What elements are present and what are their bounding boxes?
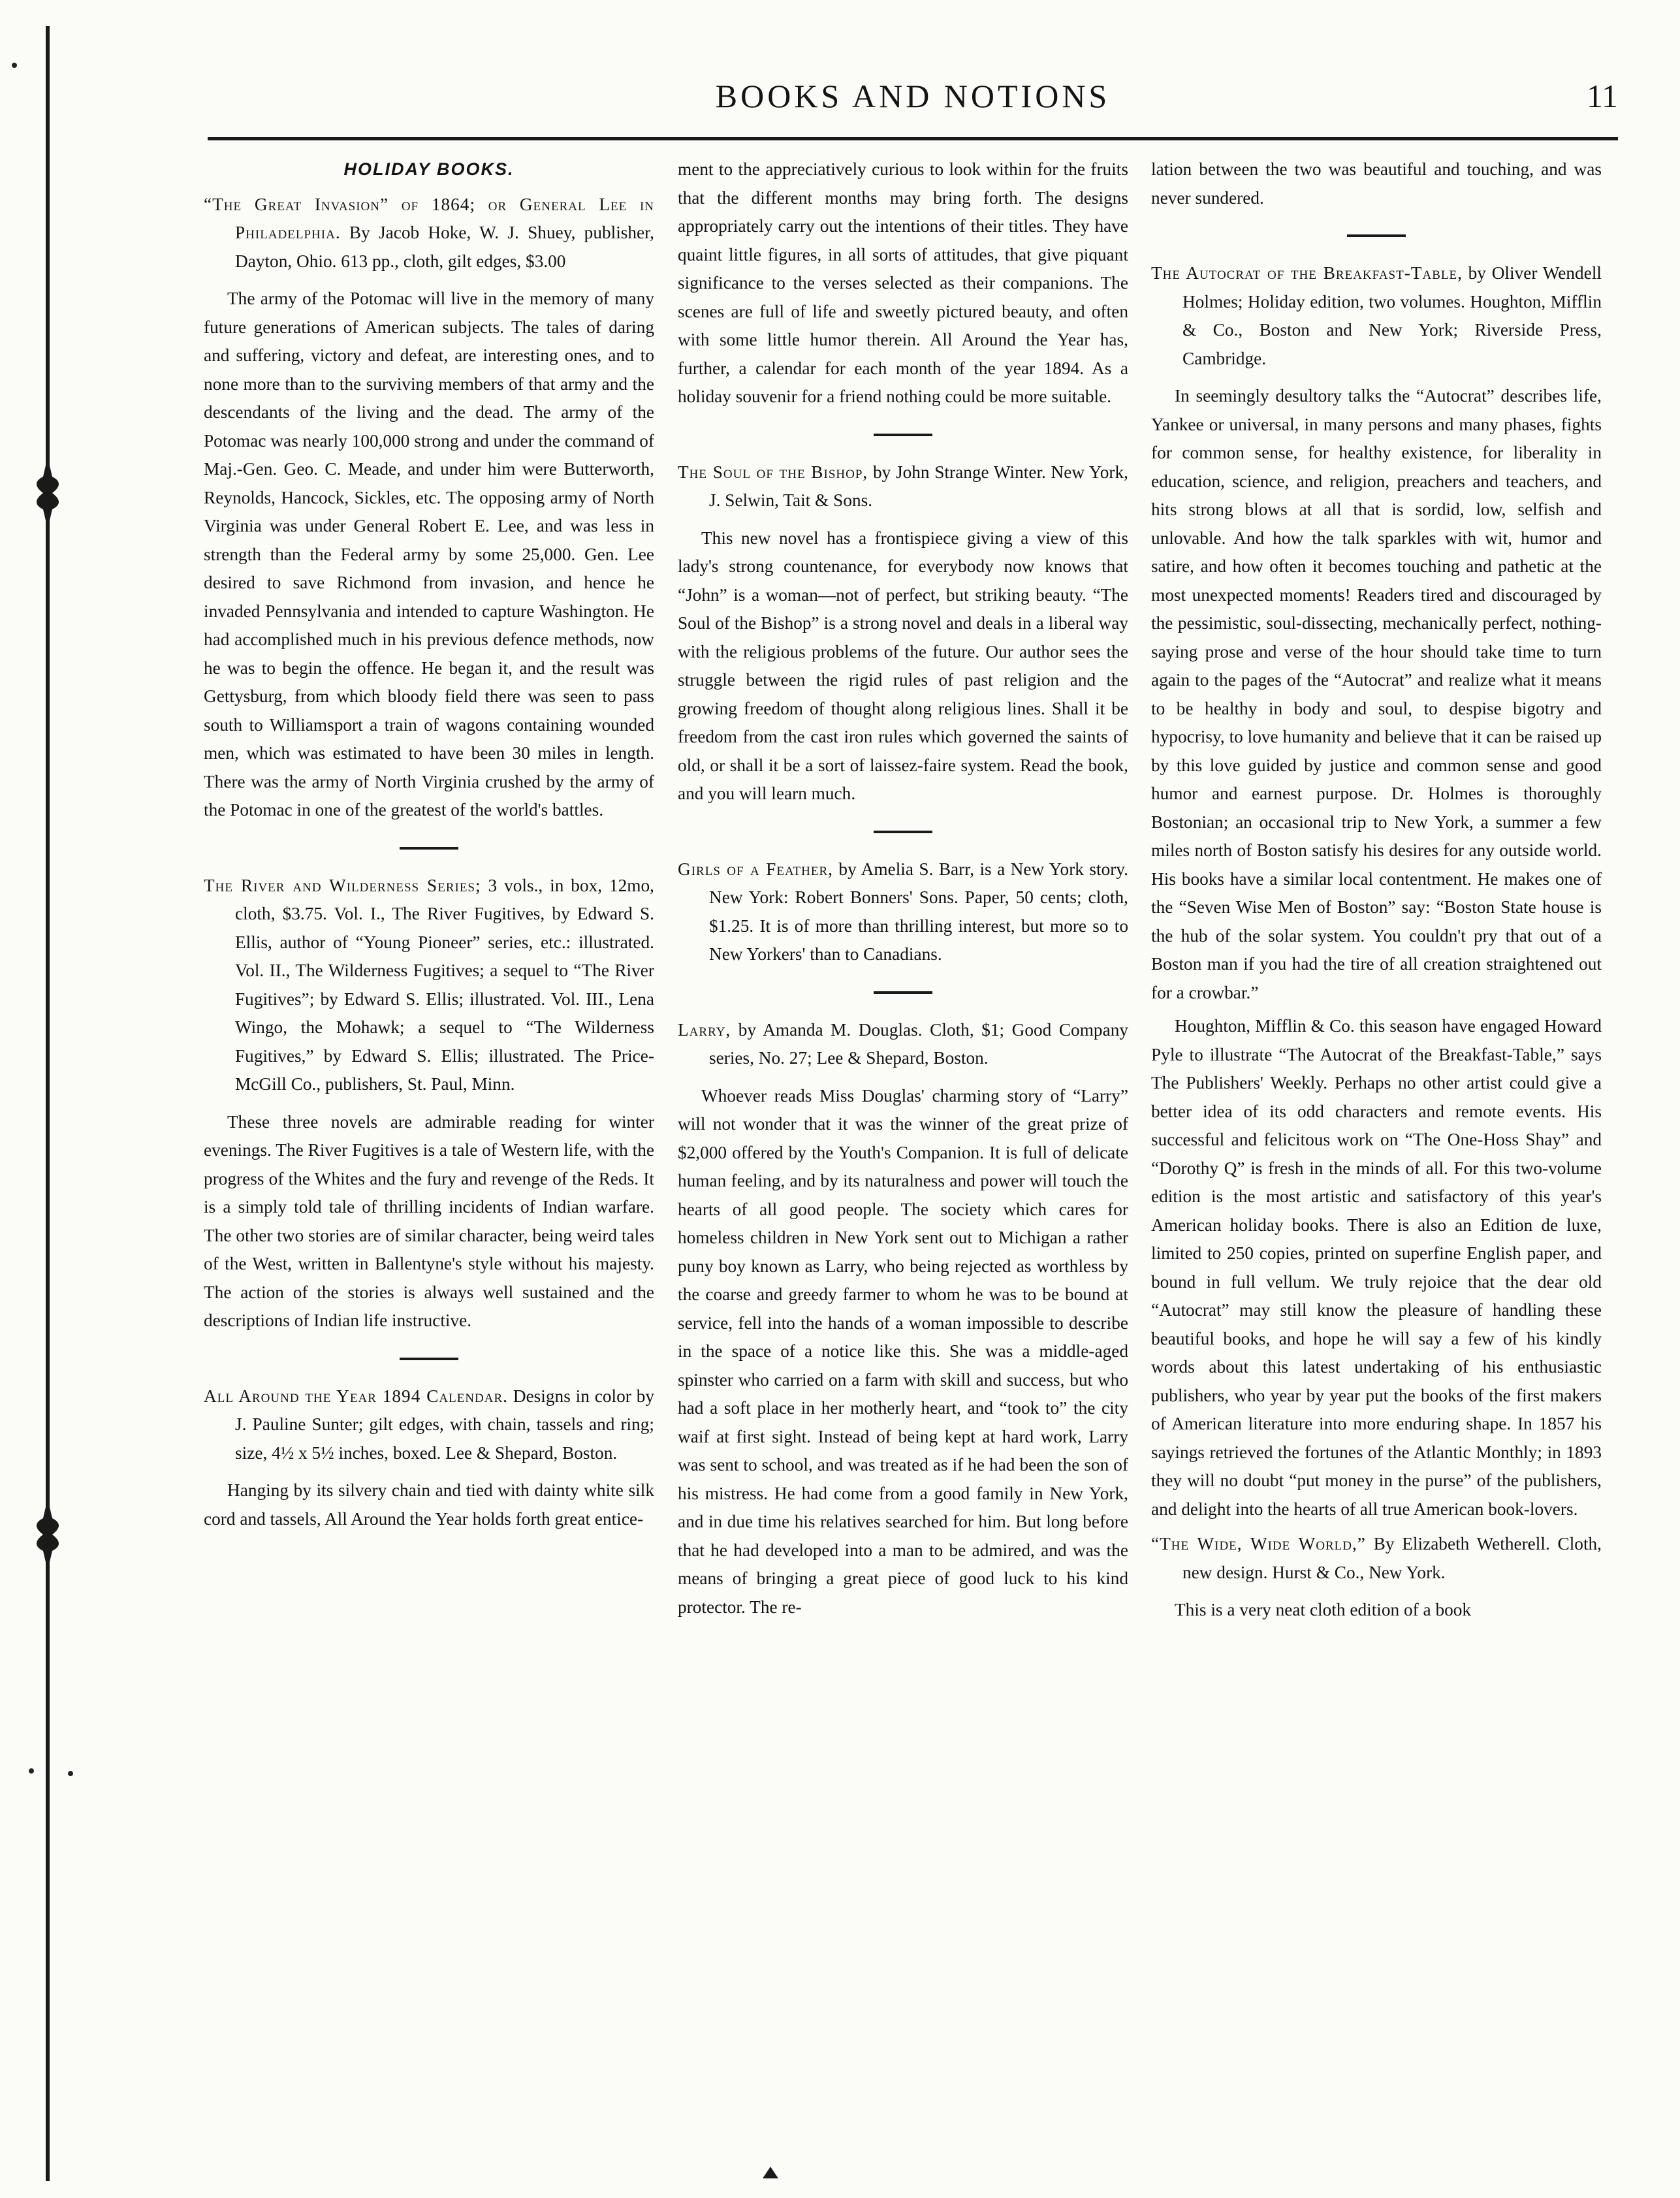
column-1: [204, 155, 654, 1538]
review-paragraph: Hanging by its silvery chain and tied with dainty white silk cord and tassels, All Around the Year holds forth great entice-: [204, 1480, 654, 1529]
book-title: “The Wide, Wide World,”: [1151, 1534, 1366, 1553]
book-title: Larry,: [678, 1019, 731, 1040]
book-entry: [678, 458, 1128, 515]
scan-speck: [29, 1768, 34, 1774]
book-entry: [1151, 259, 1602, 373]
book-title: The River and Wilderness Series;: [204, 875, 481, 895]
book-title: The Soul of the Bishop,: [678, 462, 868, 482]
review-paragraph: Houghton, Mifflin & Co. this season have engaged Howard Pyle to illustrate “The Autocrat of the Breakfast-Table,” says The Publishers' Weekly. Perhaps no other artist could give a better idea of its odd characters and remote events. His successful and felicitous work on “The One-Hoss Shay” and “Dorothy Q” is fresh in the minds of all. For this two-volume edition is the most artistic and satisfactory of this year's American holiday books. There is also an Edition de luxe, limited to 250 copies, printed on superfine English paper, and bound in full vellum. We truly rejoice that the dear old “Autocrat” may still know the pleasure of handling these beautiful books, and hope he will say a few of his kindly words about this latest undertaking of his enthusiastic publishers, who year by year put the books of the first makers of American literature into more enduring shape. In 1857 his sayings retrieved the fortunes of the Atlantic Monthly; in 1893 they will no doubt “put money in the purse” of the publishers, and delight into the hearts of all true American book-lovers.: [1151, 1016, 1602, 1519]
book-title: Girls of a Feather,: [678, 859, 833, 879]
book-details: by Amelia S. Barr, is a New York story. New York: Robert Bonners' Sons. Paper, 50 cents; cloth, $1.25. It is of more than thrilling interest, but more so to New Yorkers' than to Canadians.: [709, 859, 1129, 964]
section-divider: [874, 991, 932, 994]
book-entry: [678, 855, 1128, 969]
arrow-up-icon: [763, 2167, 778, 2178]
margin-rule: [46, 26, 50, 2181]
scan-speck: [12, 63, 17, 68]
book-details: Designs in color by J. Pauline Sunter; gilt edges, with chain, tassels and ring; size, 4½ x 5½ inches, boxed. Lee & Shepard, Boston.: [235, 1386, 654, 1463]
book-title: The Autocrat of the Breakfast-Table,: [1151, 263, 1463, 283]
page-header: [208, 77, 1618, 119]
book-details: By Jacob Hoke, W. J. Shuey, publisher, Dayton, Ohio. 613 pp., cloth, gilt edges, $3.00: [235, 223, 654, 271]
book-details: by Amanda M. Douglas. Cloth, $1; Good Company series, No. 27; Lee & Shepard, Boston.: [709, 1019, 1128, 1068]
book-details: 3 vols., in box, 12mo, cloth, $3.75. Vol. I., The River Fugitives, by Edward S. Ellis, author of “Young Pioneer” series, etc.: illustrated. Vol. II., The Wilderness Fugitives; a sequel to “The River Fugitives”; by Edward S. Ellis; illustrated. Vol. III., Lena Wingo, the Mohawk; a sequel to “The Wilderness Fugitives,” by Edward S. Ellis; illustrated. The Price-McGill Co., publishers, St. Paul, Minn.: [235, 875, 654, 1094]
page-number: 11: [1586, 78, 1618, 114]
book-title: “The Great Invasion” of 1864; or General Lee in Philadelphia.: [204, 194, 654, 242]
section-divider: [874, 831, 932, 833]
book-entry: [204, 872, 654, 1099]
column-2: [678, 155, 1128, 1627]
running-title: BOOKS AND NOTIONS: [715, 78, 1111, 114]
book-entry: [678, 1016, 1128, 1073]
column-3: [1151, 155, 1602, 1630]
book-entry: [204, 191, 654, 276]
continued-paragraph: lation between the two was beautiful and touching, and was never sundered.: [1151, 159, 1602, 208]
scan-speck: [68, 1771, 73, 1776]
section-heading: HOLIDAY BOOKS.: [343, 159, 515, 179]
section-divider: [1347, 234, 1406, 237]
review-paragraph: This is a very neat cloth edition of a book: [1175, 1600, 1472, 1619]
review-paragraph: In seemingly desultory talks the “Autocrat” describes life, Yankee or universal, in many persons and many phases, fights for common sense, for healthy existence, for liberality in education, science, and religion, preachers and teachers, and hits strong blows at all that is sordid, low, selfish and unlovable. And how the talk sparkles with wit, humor and satire, and how often it becomes touching and pathetic at the most unexpected moments! Readers tired and discouraged by the pessimistic, soul-dissecting, mechanically perfect, nothing-saying prose and verse of the hour should take time to turn again to the pages of the “Autocrat” and realize what it means to be healthy in body and soul, to despise bigotry and hypocrisy, to love humanity and believe that it can be raised up by this love guided by justice and common sense and good humor and earnest purpose. Dr. Holmes is thoroughly Bostonian; an occasional trip to New York, a summer a few miles north of Boston satisfy his desires for any outside world. His books have a similar local contentment. He makes one of the “Seven Wise Men of Boston” say: “Boston State house is the hub of the solar system. You couldn't pry that out of a Boston man if you had the tire of all creation straightened out for a crowbar.”: [1151, 386, 1602, 1002]
review-paragraph: These three novels are admirable reading for winter evenings. The River Fugitives is a tale of Western life, with the progress of the Whites and the fury and revenge of the Reds. It is a simply told tale of thrilling incidents of Indian warfare. The other two stories are of similar character, being weird tales of the West, written in Ballentyne's style without his majesty. The action of the stories is always well sustained and the descriptions of Indian life instructive.: [204, 1111, 654, 1330]
continued-paragraph: ment to the appreciatively curious to look within for the fruits that the different months may bring forth. The designs appropriately carry out the intentions of their titles. They have quaint little figures, in all sorts of attitudes, that give piquant significance to the verses selected as their companions. The scenes are full of life and sweetly pictured beauty, and often with some little humor therein. All Around the Year has, further, a calendar for each month of the year 1894. As a holiday souvenir for a friend nothing could be more suitable.: [678, 159, 1128, 406]
header-rule: [208, 137, 1618, 140]
book-details: by John Strange Winter. New York, J. Selwin, Tait & Sons.: [709, 462, 1128, 510]
review-paragraph: This new novel has a frontispiece giving a view of this lady's strong countenance, for everybody now knows that “John” is a woman—not of perfect, but striking beauty. “The Soul of the Bishop” is a strong novel and deals in a liberal way with the religious problems of the future. Our author sees the struggle between the rigid rules of past religion and the growing freedom of thought along religious lines. Shall it be freedom from the cast iron rules which governed the saints of old, or shall it be a sort of laissez-faire system. Read the book, and you will learn much.: [678, 528, 1128, 803]
book-title: All Around the Year 1894 Calendar.: [204, 1386, 508, 1406]
section-divider: [874, 434, 932, 436]
review-paragraph: The army of the Potomac will live in the memory of many future generations of American subjects. The tales of daring and suffering, victory and defeat, are interesting ones, and to none more than to the surviving members of that army and the descendants of the living and the dead. The army of the Potomac was nearly 100,000 strong and under the command of Maj.-Gen. Geo. C. Meade, and under him were Butterworth, Reynolds, Hancock, Sickles, etc. The opposing army of North Virginia was under General Robert E. Lee, and was less in strength than the Federal army by some 25,000. Gen. Lee desired to save Richmond from invasion, and hence he invaded Pennsylvania and intended to capture Washington. He had accomplished much in his previous defence methods, now he was to begin the offence. He began it, and the result was Gettysburg, from which bloody field there was seen to pass south to Williamsport a train of wagons containing wounded men, which was estimated to have been 30 miles in length. There was the army of North Virginia crushed by the army of the Potomac in one of the greatest of the world's battles.: [204, 289, 654, 820]
book-entry: [1151, 1530, 1602, 1587]
fleuron-icon: [30, 457, 65, 529]
section-divider: [400, 1358, 458, 1360]
fleuron-icon: [30, 1499, 65, 1570]
book-details: by Oliver Wendell Holmes; Holiday edition, two volumes. Houghton, Mifflin & Co., Boston and New York; Riverside Press, Cambridge.: [1182, 263, 1602, 368]
review-paragraph: Whoever reads Miss Douglas' charming story of “Larry” will not wonder that it was the winner of the great prize of $2,000 offered by the Youth's Companion. It is full of delicate human feeling, and by its naturalness and power will touch the hearts of all good people. The society which cares for homeless children in New York sent out to Michigan a rather puny boy known as Larry, who being rejected as worthless by the coarse and greedy farmer to whom he was to be bound at service, fell into the hands of a woman impossible to describe in the space of a notice like this. She was a middle-aged spinster who carried on a farm with skill and success, but who had a soft place in her motherly heart, and “took to” the city waif at first sight. Instead of being kept at hard work, Larry was sent to school, and was treated as if he had been the son of his mistress. He had come from a good family in New York, and in due time his relatives searched for him. But long before that he had developed into a man to be admired, and was the means of bringing a great piece of good luck to his kind protector. The re-: [678, 1085, 1128, 1617]
book-details: By Elizabeth Wetherell. Cloth, new design. Hurst & Co., New York.: [1182, 1534, 1602, 1582]
section-divider: [400, 847, 458, 850]
book-entry: [204, 1382, 654, 1468]
